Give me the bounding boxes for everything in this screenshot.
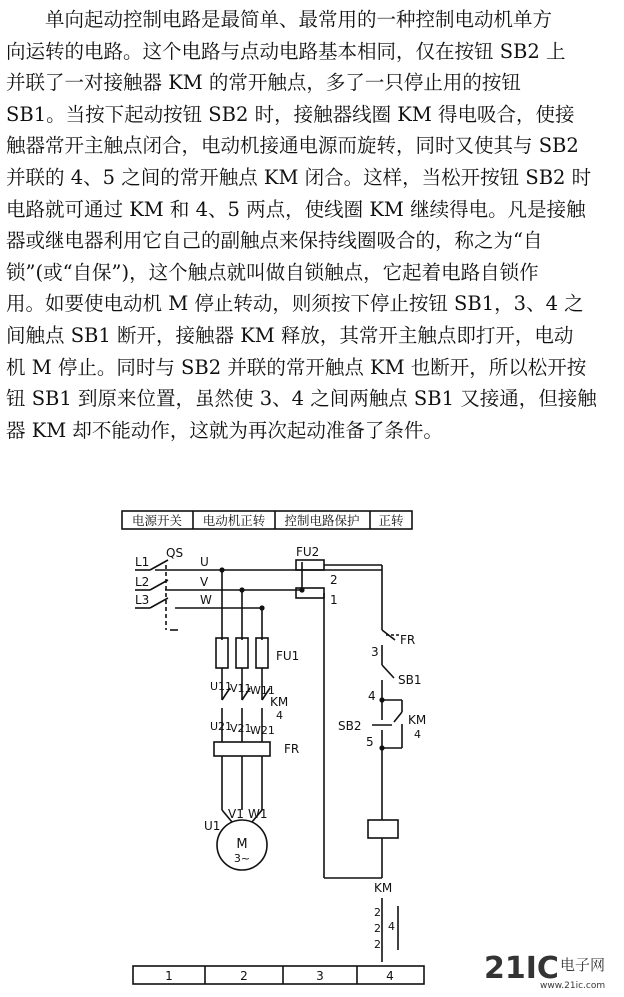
- fuse-label: FU1: [276, 649, 300, 663]
- paragraph-line: 钮 SB1 到原来位置，虽然使 3、4 之间两触点 SB1 又接通，但接触: [6, 387, 597, 411]
- bus-label: V: [200, 575, 209, 589]
- motor-start-circuit-diagram: [0, 500, 624, 997]
- header-cell: 电动机正转: [202, 513, 266, 528]
- terminal-label: U21: [210, 720, 233, 733]
- relay-contact-label: FR: [400, 633, 416, 647]
- paragraph-line: 单向起动控制电路是最简单、最常用的一种控制电动机单方: [6, 8, 553, 31]
- terminal-label: V21: [230, 722, 252, 735]
- header-cell: 正转: [378, 513, 404, 528]
- footer-cell: 4: [386, 969, 394, 983]
- node-number: 5: [366, 735, 374, 749]
- paragraph-line: 间触点 SB1 断开，接触器 KM 释放，其常开主触点即打开，电动: [6, 323, 574, 347]
- paragraph-line: 器或继电器利用它自己的副触点来保持线圈吸合的，称之为“自: [6, 229, 543, 253]
- power-bus-lines: [135, 560, 382, 630]
- phase-label: L3: [135, 593, 150, 607]
- header-cell: 控制电路保护: [284, 513, 360, 528]
- ref-number: 4: [388, 920, 395, 933]
- footer-cell: 2: [240, 969, 248, 983]
- paragraph-line: 并联的 4、5 之间的常开触点 KM 闭合。这样，当松开按钮 SB2 时: [6, 165, 592, 189]
- terminal-label: V11: [230, 682, 252, 695]
- bus-label: U: [200, 555, 209, 569]
- paragraph-line: SB1。当按下起动按钮 SB2 时，接触器线圈 KM 得电吸合，使接: [6, 102, 575, 126]
- motor-label: M: [236, 837, 248, 852]
- footer-cell: 3: [316, 969, 324, 983]
- paragraph-line: 触器常开主触点闭合，电动机接通电源而旋转，同时又使其与 SB2: [6, 134, 579, 158]
- motor-phase: 3~: [233, 852, 251, 865]
- terminal-label: W1: [248, 807, 268, 821]
- paragraph-line: 并联了一对接触器 KM 的常开触点，多了一只停止用的按钮: [6, 71, 521, 95]
- ref-number: 2: [374, 922, 381, 935]
- aux-contact-label: KM: [408, 713, 427, 727]
- paragraph-line: 向运转的电路。这个电路与点动电路基本相同，仅在按钮 SB2 上: [6, 39, 566, 63]
- paragraph-line: 电路就可通过 KM 和 4、5 两点，使线圈 KM 继续得电。凡是接触: [6, 197, 586, 221]
- stop-button-label: SB1: [398, 673, 422, 687]
- watermark-brand: 21IC: [484, 951, 559, 986]
- switch-label: QS: [166, 546, 184, 560]
- footer-table: [133, 966, 424, 984]
- node-number: 2: [330, 573, 338, 587]
- description-paragraph: [6, 4, 618, 446]
- contactor-label: KM: [270, 695, 289, 709]
- watermark-cn: 电子网: [560, 956, 606, 974]
- ref-number: 2: [374, 906, 381, 919]
- control-circuit: [296, 560, 402, 962]
- terminal-label: W21: [250, 724, 275, 737]
- node-number: 3: [371, 645, 379, 659]
- bus-label: W: [200, 593, 212, 607]
- site-watermark: [484, 951, 605, 991]
- fuse-label: FU2: [296, 545, 320, 559]
- contactor-number: 4: [276, 709, 283, 722]
- terminal-label: W11: [250, 684, 275, 697]
- phase-label: L1: [135, 555, 150, 569]
- aux-contact-number: 4: [414, 728, 421, 741]
- ref-number: 2: [374, 938, 381, 951]
- terminal-label: U1: [204, 819, 221, 833]
- paragraph-line: 锁”(或“自保”)，这个触点就叫做自锁触点，它起着电路自锁作: [6, 260, 539, 284]
- footer-cell: 1: [165, 969, 173, 983]
- terminal-label: U11: [210, 680, 233, 693]
- paragraph-line: 机 M 停止。同时与 SB2 并联的常开触点 KM 也断开，所以松开按: [6, 355, 587, 379]
- watermark-url: www.21ic.com: [540, 981, 606, 991]
- node-number: 4: [368, 689, 376, 703]
- node-number: 1: [330, 593, 338, 607]
- terminal-label: V1: [228, 807, 244, 821]
- header-cell: 电源开关: [131, 513, 183, 528]
- relay-label: FR: [284, 742, 300, 756]
- paragraph-line: 器 KM 却不能动作，这就为再次起动准备了条件。: [6, 418, 443, 442]
- paragraph-line: 用。如要使电动机 M 停止转动，则须按下停止按钮 SB1，3、4 之: [6, 292, 584, 316]
- coil-label: KM: [374, 881, 393, 895]
- start-button-label: SB2: [338, 719, 362, 733]
- phase-label: L2: [135, 575, 150, 589]
